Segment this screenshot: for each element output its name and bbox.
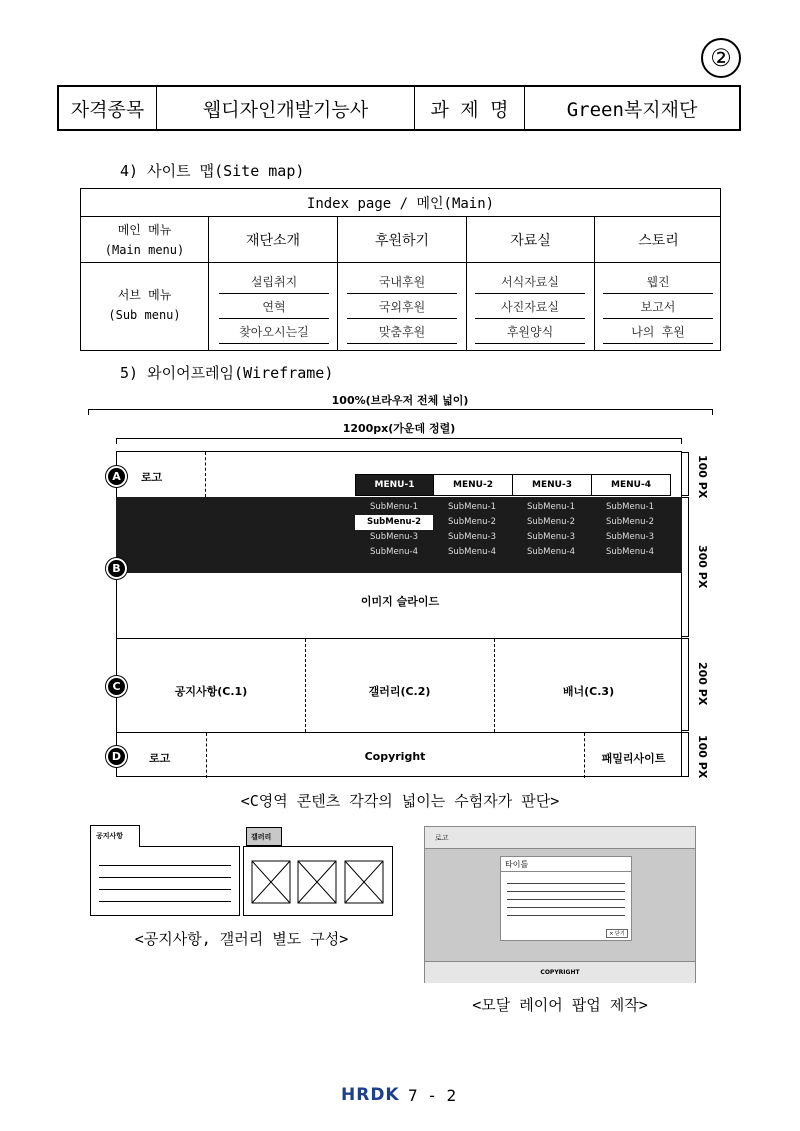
main-menu-story: 스토리 (638, 233, 679, 249)
submenu-item[interactable]: SubMenu-2 (527, 517, 575, 527)
submenu-col-3 (512, 500, 590, 560)
header-logo-area (117, 452, 206, 497)
submenu-item-active[interactable]: SubMenu-2 (355, 515, 433, 530)
wireframe-frame (116, 451, 682, 777)
family-site-label[interactable]: 패밀리사이트 (601, 752, 666, 765)
submenu-item[interactable]: SubMenu-4 (606, 547, 654, 557)
sub-item: 후원양식 (475, 319, 585, 344)
submenu-item[interactable]: SubMenu-1 (448, 502, 496, 512)
height-label-b: 300 PX (696, 545, 709, 589)
submenu-col-2 (433, 500, 511, 560)
main-menu-label-en: (Main menu) (104, 243, 185, 257)
list-line (99, 889, 231, 890)
modal-popup-title: 타이틀 (505, 860, 529, 869)
sub-item: 웹진 (603, 269, 713, 294)
list-line (99, 877, 231, 878)
main-menu-label-ko: 메인 메뉴 (117, 223, 172, 237)
list-line (507, 907, 625, 908)
content-width-bracket (116, 438, 682, 444)
modal-example-footer (425, 961, 695, 983)
height-brace-c (681, 638, 689, 731)
divider (117, 638, 683, 639)
menu-tab-4[interactable]: MENU-4 (591, 474, 671, 496)
main-menu-donate: 후원하기 (374, 233, 430, 249)
divider (117, 732, 683, 733)
divider (337, 217, 338, 350)
sub-item: 맞춤후원 (347, 319, 457, 344)
sitemap-table (80, 188, 721, 351)
notice-area-label: 공지사항(C.1) (174, 685, 248, 698)
list-line (99, 901, 231, 902)
list-line (507, 915, 625, 916)
sub-list-donate (347, 269, 457, 344)
modal-close-button[interactable]: × 닫기 (606, 929, 628, 938)
height-label-d: 100 PX (696, 735, 709, 779)
sub-item: 설립취지 (219, 269, 329, 294)
gallery-area-label: 갤러리(C.2) (368, 685, 431, 698)
submenu-item[interactable]: SubMenu-2 (448, 517, 496, 527)
sub-item: 연혁 (219, 294, 329, 319)
submenu-panel (116, 497, 682, 573)
submenu-item[interactable]: SubMenu-1 (370, 502, 418, 512)
main-menu-label (81, 220, 208, 260)
badge-c: C (106, 676, 127, 697)
modal-example-header (425, 827, 695, 849)
sub-item: 찾아오시는길 (219, 319, 329, 344)
qualification-label: 자격종목 (59, 87, 157, 129)
submenu-item[interactable]: SubMenu-4 (527, 547, 575, 557)
height-label-a: 100 PX (696, 455, 709, 499)
sub-menu-label-ko: 서브 메뉴 (117, 288, 172, 302)
notice-panel (90, 846, 240, 916)
sub-item: 국내후원 (347, 269, 457, 294)
submenu-item[interactable]: SubMenu-2 (606, 517, 654, 527)
divider (208, 217, 209, 350)
submenu-item[interactable]: SubMenu-3 (527, 532, 575, 542)
page-number-circle: ② (701, 38, 741, 78)
submenu-item[interactable]: SubMenu-1 (606, 502, 654, 512)
submenu-col-1 (355, 500, 433, 560)
header-table (57, 85, 741, 131)
list-line (507, 891, 625, 892)
list-line (507, 899, 625, 900)
submenu-item[interactable]: SubMenu-4 (448, 547, 496, 557)
hrdk-logo: HRDK (341, 1085, 400, 1105)
gallery-panel (243, 846, 393, 916)
task-value: Green복지재단 (566, 98, 698, 121)
badge-b: B (106, 558, 127, 579)
modal-example-logo: 로고 (435, 834, 449, 842)
divider (466, 217, 467, 350)
qualification-value: 웹디자인개발기능사 (157, 87, 415, 129)
submenu-item[interactable]: SubMenu-3 (448, 532, 496, 542)
modal-popup-header (501, 857, 631, 872)
menu-tab-1[interactable]: MENU-1 (355, 474, 434, 496)
notice-tab[interactable] (90, 825, 140, 847)
gallery-tab-label: 갤러리 (251, 833, 272, 841)
main-menu-foundation: 재단소개 (245, 233, 301, 249)
sub-item: 보고서 (603, 294, 713, 319)
badge-a: A (106, 466, 127, 487)
image-slide-label: 이미지 슬라이드 (360, 595, 440, 608)
sitemap-title: 4) 사이트 맵(Site map) (120, 162, 305, 180)
height-label-c: 200 PX (696, 662, 709, 706)
submenu-item[interactable]: SubMenu-3 (606, 532, 654, 542)
height-brace-b (681, 497, 689, 637)
sub-item: 사진자료실 (475, 294, 585, 319)
c-area-caption: <C영역 콘텐츠 각각의 넓이는 수험자가 판단> (240, 792, 560, 810)
full-width-label: 100%(브라우저 전체 넓이) (331, 394, 469, 407)
list-line (99, 865, 231, 866)
sub-menu-label-en: (Sub menu) (108, 308, 181, 322)
sub-list-story (603, 269, 713, 344)
header-logo: 로고 (141, 471, 163, 484)
sub-menu-label (81, 285, 208, 325)
badge-d: D (106, 746, 127, 767)
tabs-caption: <공지사항, 갤러리 별도 구성> (134, 930, 349, 948)
notice-tab-label: 공지사항 (96, 832, 124, 840)
gallery-tab[interactable] (246, 827, 282, 846)
list-line (507, 883, 625, 884)
main-nav (355, 474, 671, 496)
task-label: 과 제 명 (415, 87, 525, 129)
menu-tab-3[interactable]: MENU-3 (512, 474, 592, 496)
modal-caption: <모달 레이어 팝업 제작> (472, 996, 648, 1014)
submenu-item[interactable]: SubMenu-3 (370, 532, 418, 542)
height-brace-d (681, 732, 689, 777)
banner-area-label: 배너(C.3) (562, 685, 615, 698)
submenu-item[interactable]: SubMenu-4 (370, 547, 418, 557)
content-width-label: 1200px(가운데 정렬) (342, 422, 456, 435)
divider (594, 217, 595, 350)
footer-logo: 로고 (149, 752, 171, 765)
modal-example-copyright: COPYRIGHT (540, 969, 580, 976)
submenu-item[interactable]: SubMenu-1 (527, 502, 575, 512)
submenu-col-4 (591, 500, 669, 560)
menu-tab-2[interactable]: MENU-2 (433, 474, 513, 496)
wireframe-title: 5) 와이어프레임(Wireframe) (120, 364, 334, 382)
sub-list-archive (475, 269, 585, 344)
sitemap-main-row (81, 217, 720, 263)
modal-popup (500, 856, 632, 941)
height-brace-a (681, 452, 689, 496)
sitemap-index: Index page / 메인(Main) (81, 189, 720, 217)
sub-item: 서식자료실 (475, 269, 585, 294)
sub-item: 국외후원 (347, 294, 457, 319)
sitemap-sub-row (81, 263, 720, 351)
gallery-thumbnails (244, 847, 394, 917)
sub-list-foundation (219, 269, 329, 344)
main-menu-archive: 자료실 (510, 233, 551, 249)
copyright-label: Copyright (364, 750, 426, 763)
modal-example-frame (424, 826, 696, 983)
full-width-bracket (88, 409, 713, 415)
page-footer-number: 7 - 2 (408, 1086, 457, 1105)
sub-item: 나의 후원 (603, 319, 713, 344)
